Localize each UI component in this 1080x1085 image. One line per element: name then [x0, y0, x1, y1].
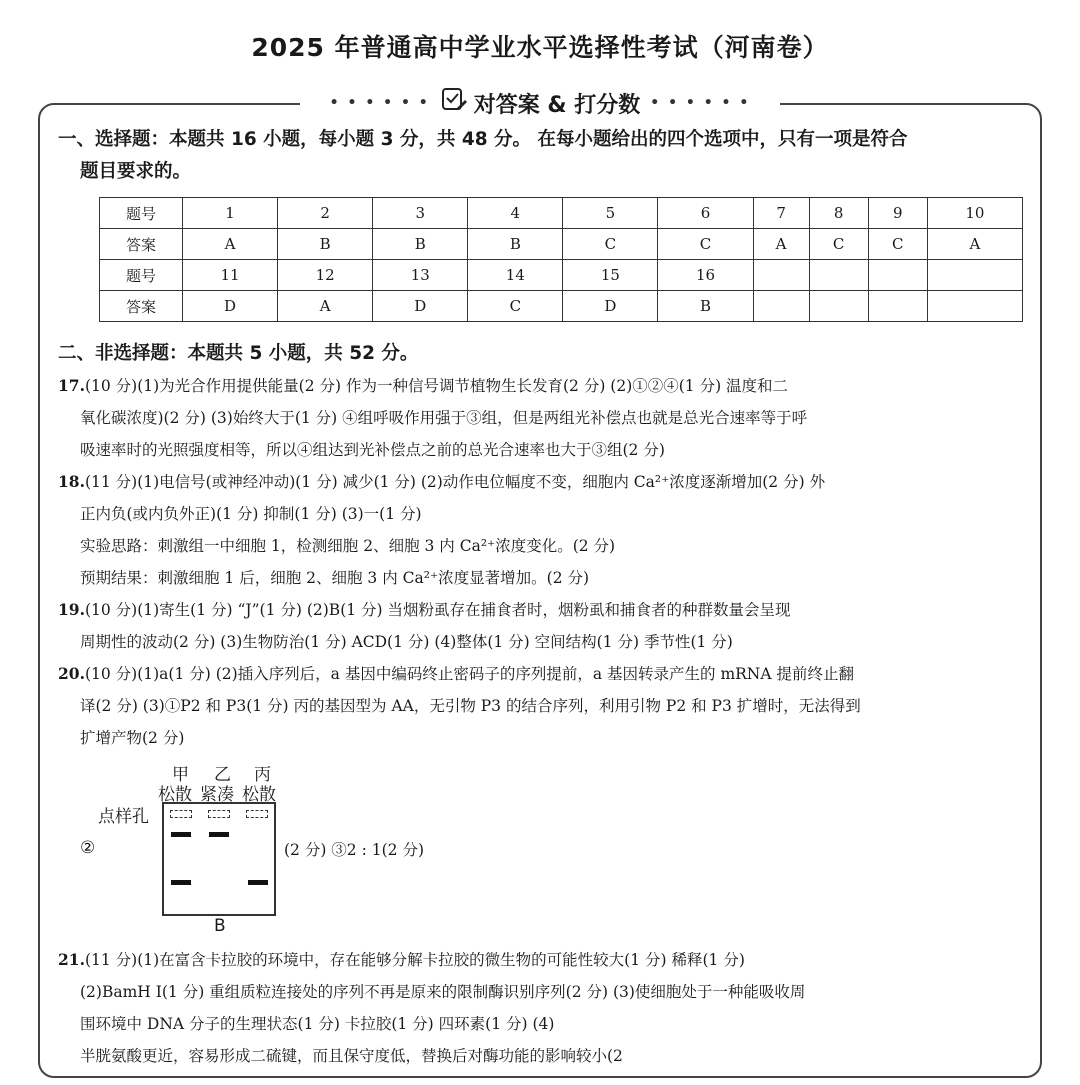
table-cell: C: [809, 229, 868, 260]
table-row: [100, 198, 1023, 229]
question-17: [58, 370, 1028, 466]
table-cell: A: [927, 229, 1022, 260]
table-cell: [753, 260, 809, 291]
gel-band: [171, 880, 191, 885]
answer-line: 正内负(或内负外正)(1 分) 抑制(1 分) (3)一(1 分): [80, 505, 422, 523]
banner-text: 对答案 & 打分数: [473, 92, 641, 118]
gel-band: [171, 832, 191, 837]
table-cell: 3: [373, 198, 468, 229]
gel-box: [162, 802, 276, 916]
table-cell: 8: [809, 198, 868, 229]
table-cell: 1: [183, 198, 278, 229]
well-label: 点样孔: [98, 807, 149, 827]
table-row: [100, 229, 1023, 260]
answer-line: (11 分)(1)电信号(或神经冲动)(1 分) 减少(1 分) (2)动作电位幅度不变，细胞内 Ca²⁺浓度逐渐增加(2 分) 外: [84, 473, 826, 491]
answer-line: 实验思路：刺激组一中细胞 1，检测细胞 2、细胞 3 内 Ca²⁺浓度变化。(2 分): [80, 537, 616, 555]
table-header-cell: 题号: [100, 260, 183, 291]
answer-line: 半胱氨酸更近，容易形成二硫键，而且保守度低，替换后对酶功能的影响较小(2: [80, 1047, 623, 1065]
table-cell: D: [373, 291, 468, 322]
table-cell: [927, 291, 1022, 322]
section1-heading: [58, 124, 1028, 188]
table-cell: 4: [468, 198, 563, 229]
table-cell: 16: [658, 260, 753, 291]
table-cell: B: [373, 229, 468, 260]
answer-line: (11 分)(1)在富含卡拉胶的环境中，存在能够分解卡拉胶的微生物的可能性较大(1 分) 稀释(1 分): [84, 951, 745, 969]
answer-line: 译(2 分) (3)①P2 和 P3(1 分) 丙的基因型为 AA，无引物 P3 的结合序列，利用引物 P2 和 P3 扩增时，无法得到: [80, 697, 861, 715]
table-cell: 2: [278, 198, 373, 229]
lane-label: 丙: [254, 765, 271, 785]
lane-label: 甲: [172, 765, 189, 785]
table-cell: [927, 260, 1022, 291]
table-cell: [809, 260, 868, 291]
table-cell: 5: [563, 198, 658, 229]
table-cell: B: [468, 229, 563, 260]
answer-line: 围环境中 DNA 分子的生理状态(1 分) 卡拉胶(1 分) 四环素(1 分) (4): [80, 1015, 555, 1033]
table-cell: C: [658, 229, 753, 260]
question-number: 21.: [58, 950, 85, 969]
table-cell: D: [563, 291, 658, 322]
gel-band: [209, 832, 229, 837]
table-header-cell: 答案: [100, 229, 183, 260]
table-cell: C: [868, 229, 927, 260]
answer-line: (2)BamH Ⅰ(1 分) 重组质粒连接处的序列不再是原来的限制酶识别序列(2 分) (3)使细胞处于一种能吸收周: [80, 983, 806, 1001]
table-cell: 15: [563, 260, 658, 291]
table-header-cell: 答案: [100, 291, 183, 322]
sub-item-label: ②: [80, 838, 96, 858]
gel-well: [170, 810, 192, 818]
question-number: 20.: [58, 664, 85, 683]
table-row: [100, 260, 1023, 291]
question-number: 18.: [58, 472, 85, 491]
gel-diagram: [80, 760, 500, 940]
table-cell: C: [563, 229, 658, 260]
table-cell: A: [278, 291, 373, 322]
answer-line: 周期性的波动(2 分) (3)生物防治(1 分) ACD(1 分) (4)整体(1 分) 空间结构(1 分) 季节性(1 分): [80, 633, 733, 651]
question-21: [58, 944, 1028, 1072]
table-cell: [809, 291, 868, 322]
lane-type: 松散: [158, 785, 192, 805]
table-cell: 12: [278, 260, 373, 291]
answer-line: 吸速率时的光照强度相等，所以④组达到光补偿点之前的总光合速率也大于③组(2 分): [80, 441, 665, 459]
table-cell: 7: [753, 198, 809, 229]
table-cell: [753, 291, 809, 322]
gel-score: (2 分) ③2 : 1(2 分): [284, 841, 424, 859]
table-cell: [868, 291, 927, 322]
table-cell: A: [753, 229, 809, 260]
answer-line: 预期结果：刺激细胞 1 后，细胞 2、细胞 3 内 Ca²⁺浓度显著增加。(2 分): [80, 569, 590, 587]
table-cell: 9: [868, 198, 927, 229]
banner-dots-right: • • • • • •: [650, 95, 751, 111]
answer-line: (10 分)(1)寄生(1 分) “J”(1 分) (2)B(1 分) 当烟粉虱存在捕食者时，烟粉虱和捕食者的种群数量会呈现: [84, 601, 791, 619]
table-cell: 10: [927, 198, 1022, 229]
question-number: 17.: [58, 376, 85, 395]
section2-heading: 二、非选择题：本题共 5 小题，共 52 分。: [58, 343, 419, 364]
table-cell: 13: [373, 260, 468, 291]
gel-well: [208, 810, 230, 818]
banner: [300, 86, 780, 120]
section1-line1: 一、选择题：本题共 16 小题，每小题 3 分，共 48 分。 在每小题给出的四个选项中，只有一项是符合: [58, 129, 908, 150]
question-number: 19.: [58, 600, 85, 619]
table-header-cell: 题号: [100, 198, 183, 229]
check-pencil-icon: [440, 86, 474, 120]
gel-band: [248, 880, 268, 885]
table-cell: D: [183, 291, 278, 322]
answer-line: (10 分)(1)a(1 分) (2)插入序列后，a 基因中编码终止密码子的序列提前，a 基因转录产生的 mRNA 提前终止翻: [84, 665, 854, 683]
lane-type: 紧凑: [200, 785, 234, 805]
question-18: [58, 466, 1028, 594]
answer-line: 扩增产物(2 分): [80, 729, 185, 747]
table-cell: B: [658, 291, 753, 322]
table-cell: [868, 260, 927, 291]
question-19: [58, 594, 1028, 658]
question-20: [58, 658, 1028, 754]
table-cell: 14: [468, 260, 563, 291]
table-cell: 11: [183, 260, 278, 291]
table-cell: C: [468, 291, 563, 322]
lane-label: 乙: [214, 765, 231, 785]
section1-line2: 题目要求的。: [80, 161, 192, 182]
page-title: 2025 年普通高中学业水平选择性考试（河南卷）: [251, 33, 829, 62]
answer-line: 氧化碳浓度)(2 分) (3)始终大于(1 分) ④组呼吸作用强于③组，但是两组光补偿点也就是总光合速率等于呼: [80, 409, 808, 427]
banner-dots-left: • • • • • •: [329, 95, 430, 111]
gel-well: [246, 810, 268, 818]
answer-table: [99, 197, 1023, 322]
answer-line: (10 分)(1)为光合作用提供能量(2 分) 作为一种信号调节植物生长发育(2 分) (2)①②④(1 分) 温度和二: [84, 377, 789, 395]
lane-type: 松散: [242, 785, 276, 805]
table-cell: B: [278, 229, 373, 260]
table-cell: A: [183, 229, 278, 260]
gel-caption: B: [214, 916, 226, 936]
table-cell: 6: [658, 198, 753, 229]
table-row: [100, 291, 1023, 322]
